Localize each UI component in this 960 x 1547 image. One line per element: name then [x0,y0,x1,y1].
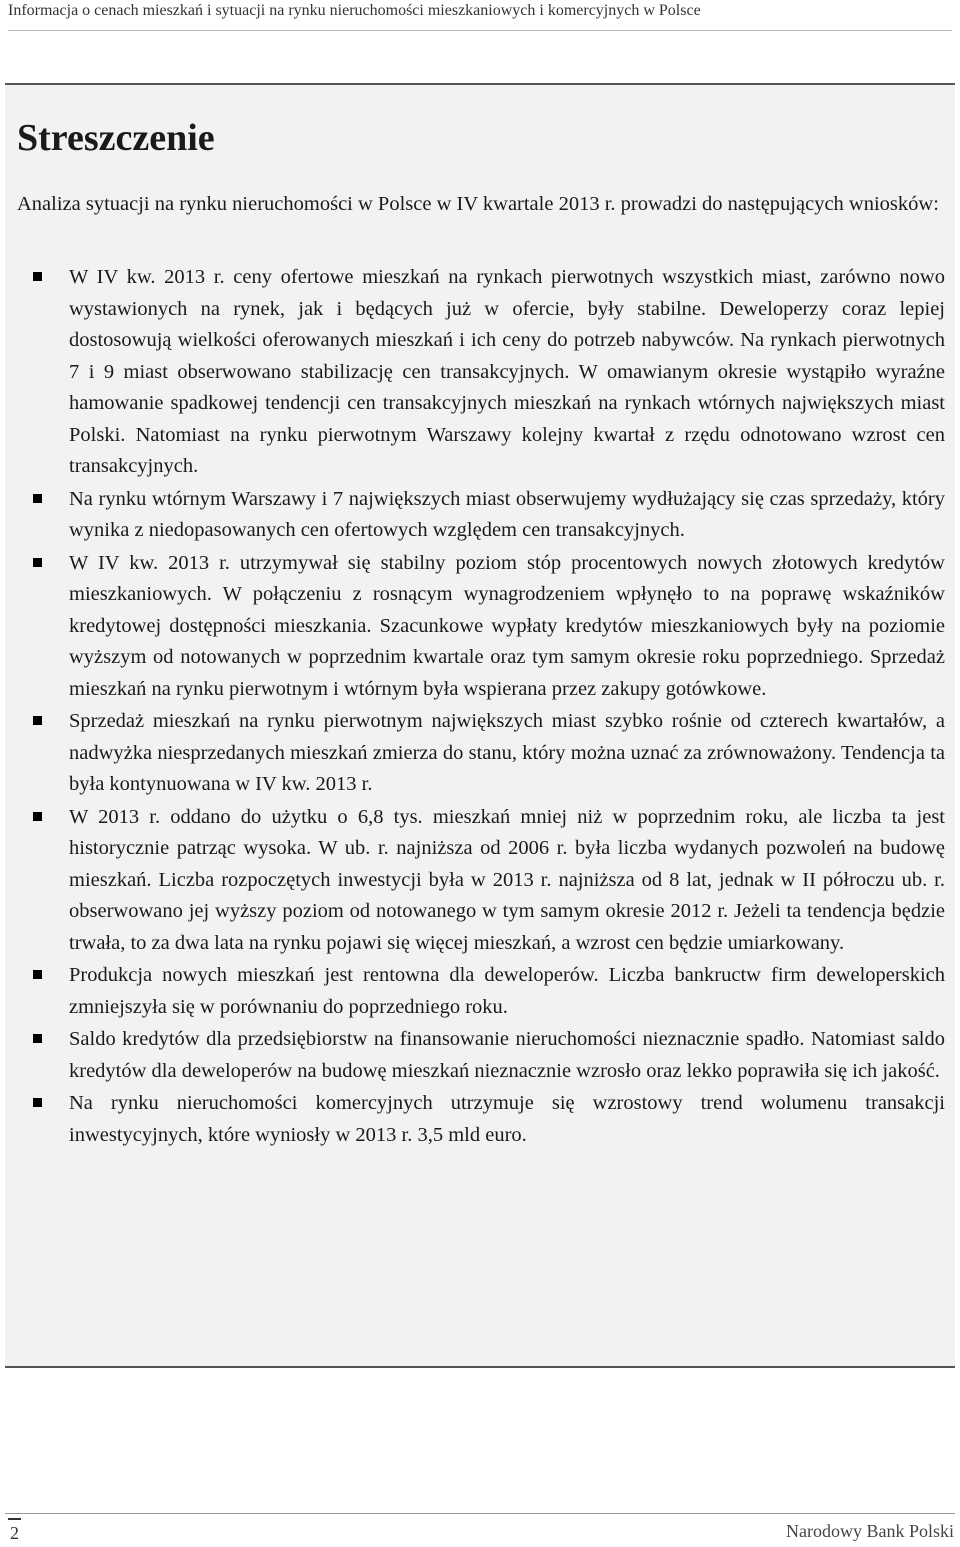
list-item [5,706,955,801]
list-item [5,262,955,483]
summary-panel [5,83,955,1368]
list-item-text: W 2013 r. oddano do użytku o 6,8 tys. mieszkań mniej niż w poprzednim roku, ale liczba ta jest historycznie patrząc wysoka. W ub. r. najniższa od 2006 r. była liczba wydanych pozwoleń na budowę mieszkań. Liczba rozpoczętych inwestycji była w 2013 r. najniższa od 8 lat, jednak w II półroczu ub. r. obserwowano jej wyższy poziom od notowanego w tym samym okresie 2012 r. Jeżeli ta tendencja będzie trwała, to za dwa lata na rynku pojawi się więcej mieszkań, a wzrost cen będzie umiarkowany. [69,805,945,954]
page-number: 2 [8,1518,21,1546]
square-bullet-icon [33,970,42,979]
footer-divider [5,1513,955,1514]
list-item-text: W IV kw. 2013 r. utrzymywał się stabilny poziom stóp procentowych nowych złotowych kredytów mieszkaniowych. W połączeniu z rosnącym wynagrodzeniem wpłynęło to na poprawę wskaźników kredytowej dostępności mieszkania. Szacunkowe wypłaty kredytów mieszkaniowych były na poziomie wyższym od notowanych w poprzednim kwartale oraz tym samym okresie roku poprzedniego. Sprzedaż mieszkań na rynku pierwotnym i wtórnym była wspierana przez zakupy gotówkowe. [69,551,945,700]
list-item-text: Saldo kredytów dla przedsiębiorstw na finansowanie nieruchomości nieznacznie spadło. Natomiast saldo kredytów dla deweloperów na budowę mieszkań nieznacznie wzrosło oraz lekko poprawiła się ich jakość. [69,1028,945,1082]
list-item-text: Na rynku nieruchomości komercyjnych utrzymuje się wzrostowy trend wolumenu transakcji inwestycyjnych, które wyniosły w 2013 r. 3,5 mld euro. [69,1092,945,1146]
list-item [5,1088,955,1151]
section-title: Streszczenie [17,117,215,159]
conclusions-list [5,262,955,1152]
publisher-name: Narodowy Bank Polski [786,1521,954,1541]
intro-paragraph: Analiza sytuacji na rynku nieruchomości w Polsce w IV kwartale 2013 r. prowadzi do następujących wniosków: [17,193,939,215]
list-item [5,484,955,547]
running-header: Informacja o cenach mieszkań i sytuacji na rynku nieruchomości mieszkaniowych i komercyjnych w Polsce [8,0,952,31]
list-item [5,548,955,706]
list-item-text: Produkcja nowych mieszkań jest rentowna dla deweloperów. Liczba bankructw firm deweloperskich zmniejszyła się w porównaniu do poprzedniego roku. [69,964,945,1018]
square-bullet-icon [33,272,42,281]
square-bullet-icon [33,1098,42,1107]
square-bullet-icon [33,1034,42,1043]
square-bullet-icon [33,558,42,567]
list-item-text: Na rynku wtórnym Warszawy i 7 największych miast obserwujemy wydłużający się czas sprzedaży, który wynika z niedopasowanych cen ofertowych względem cen transakcyjnych. [69,487,945,541]
list-item-text: W IV kw. 2013 r. ceny ofertowe mieszkań na rynkach pierwotnych wszystkich miast, zarówno nowo wystawionych na rynek, jak i będących już w ofercie, były stabilne. Deweloperzy coraz lepiej dostosowują wielkości oferowanych mieszkań i ich ceny do potrzeb nabywców. Na rynkach pierwotnych 7 i 9 miast obserwowano stabilizację cen transakcyjnych. W omawianym okresie wystąpiło wyraźne hamowanie spadkowej tendencji cen transakcyjnych mieszkań na rynkach wtórnych największych miast Polski. Natomiast na rynku pierwotnym Warszawy kolejny kwartał z rzędu odnotowano wzrost cen transakcyjnych. [69,266,945,477]
list-item [5,960,955,1023]
list-item-text: Sprzedaż mieszkań na rynku pierwotnym największych miast szybko rośnie od czterech kwartałów, a nadwyżka niesprzedanych mieszkań zmierza do stanu, który można uznać za zrównoważony. Tendencja ta była kontynuowana w IV kw. 2013 r. [69,710,945,795]
square-bullet-icon [33,812,42,821]
square-bullet-icon [33,716,42,725]
list-item [5,802,955,960]
square-bullet-icon [33,494,42,503]
list-item [5,1024,955,1087]
